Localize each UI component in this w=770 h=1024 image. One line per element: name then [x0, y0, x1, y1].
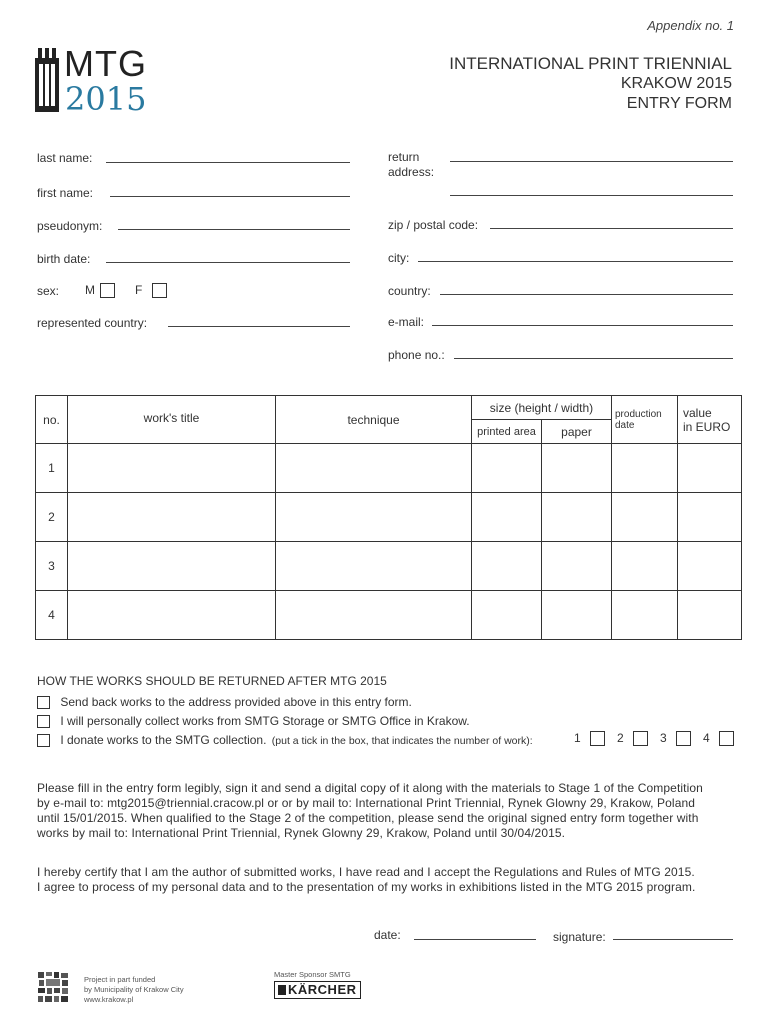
return-option-3-label: I donate works to the SMTG collection. — [60, 733, 267, 747]
sex-label: sex: — [37, 284, 60, 298]
email-label: e-mail: — [388, 315, 425, 329]
pseudonym-label: pseudonym: — [37, 219, 103, 233]
return-option-2 — [37, 714, 470, 728]
donate-work-1-checkbox[interactable] — [590, 731, 605, 746]
paper-cell[interactable] — [542, 591, 612, 640]
production-line2: date — [615, 419, 635, 431]
return-option-1-label: Send back works to the address provided above in this entry form. — [60, 695, 412, 709]
return-address-label-line1: return — [388, 150, 420, 164]
return-address-label-line2: address: — [388, 165, 435, 179]
printed-area-cell[interactable] — [472, 591, 542, 640]
paper-cell[interactable] — [542, 493, 612, 542]
donate-work-2-label: 2 — [617, 731, 624, 745]
return-address-field-2[interactable] — [450, 195, 733, 196]
instructions-line-1: Please fill in the entry form legibly, sign it and send a digital copy of it along with the materials to Stage 1 of the Competition — [37, 781, 703, 795]
table-row — [36, 542, 742, 591]
instructions-line-2: by e-mail to: mtg2015@triennial.cracow.pl or or by mail to: International Print Triennial, Rynek Glowny 29, Krakow, Poland — [37, 796, 696, 810]
funding-line-1: Project in part funded — [84, 975, 156, 984]
tower-icon — [34, 48, 60, 112]
donate-work-1 — [574, 731, 605, 746]
karcher-logo — [274, 981, 361, 999]
col-value-header — [678, 396, 742, 444]
birth-date-field[interactable] — [106, 262, 350, 263]
col-no-header: no. — [36, 396, 68, 444]
funding-note — [84, 975, 184, 1005]
sex-f-checkbox[interactable] — [152, 283, 167, 298]
return-option-2-label: I will personally collect works from SMTG Storage or SMTG Office in Krakow. — [60, 714, 470, 728]
col-technique-header: technique — [276, 396, 472, 444]
value-line1: value — [683, 405, 712, 420]
funding-link[interactable]: www.krakow.pl — [84, 995, 134, 1004]
date-field[interactable] — [414, 939, 536, 940]
pseudonym-field[interactable] — [118, 229, 350, 230]
represented-country-field[interactable] — [168, 326, 350, 327]
city-label: city: — [388, 251, 410, 265]
instructions-line-4: works by mail to: International Print Triennial, Rynek Glowny 29, Krakow, Poland until 30/04/2015. — [37, 826, 566, 840]
mtg-logo — [34, 43, 164, 118]
country-label: country: — [388, 284, 431, 298]
title-line-1: INTERNATIONAL PRINT TRIENNIAL — [449, 54, 732, 73]
funding-line-2: by Municipality of Krakow City — [84, 985, 184, 994]
sex-m-label: M — [85, 283, 95, 297]
table-row — [36, 591, 742, 640]
production-cell[interactable] — [612, 542, 678, 591]
return-option-3 — [37, 733, 533, 747]
value-cell[interactable] — [678, 493, 742, 542]
form-title — [449, 54, 732, 114]
value-cell[interactable] — [678, 591, 742, 640]
row-number: 1 — [36, 444, 68, 493]
printed-area-cell[interactable] — [472, 542, 542, 591]
technique-cell[interactable] — [276, 591, 472, 640]
appendix-label: Appendix no. 1 — [647, 18, 734, 33]
certify-paragraph — [37, 865, 737, 895]
production-cell[interactable] — [612, 591, 678, 640]
printed-area-cell[interactable] — [472, 493, 542, 542]
return-address-field-1[interactable] — [450, 161, 733, 162]
krakow-pattern-icon — [37, 971, 69, 1003]
title-cell[interactable] — [68, 493, 276, 542]
instructions-paragraph — [37, 781, 737, 841]
col-size-header: size (height / width) — [472, 396, 612, 420]
return-heading: HOW THE WORKS SHOULD BE RETURNED AFTER MTG 2015 — [37, 674, 387, 688]
email-field[interactable] — [432, 325, 733, 326]
technique-cell[interactable] — [276, 444, 472, 493]
value-cell[interactable] — [678, 542, 742, 591]
printed-area-cell[interactable] — [472, 444, 542, 493]
karcher-logo-text: KÄRCHER — [288, 982, 357, 997]
donate-work-1-label: 1 — [574, 731, 581, 745]
col-title-text: work's title — [143, 410, 200, 425]
production-cell[interactable] — [612, 493, 678, 542]
country-field[interactable] — [440, 294, 733, 295]
col-printed-area-header: printed area — [472, 420, 542, 444]
table-row — [36, 444, 742, 493]
donate-work-4-label: 4 — [703, 731, 710, 745]
table-row — [36, 493, 742, 542]
date-label: date: — [374, 928, 401, 942]
donate-work-3-label: 3 — [660, 731, 667, 745]
col-production-header — [612, 396, 678, 444]
paper-cell[interactable] — [542, 444, 612, 493]
sponsor-label: Master Sponsor SMTG — [274, 970, 351, 979]
donate-work-3 — [660, 731, 691, 746]
value-line2: in EURO — [683, 419, 731, 434]
city-field[interactable] — [418, 261, 733, 262]
works-table — [35, 395, 742, 640]
title-line-3: ENTRY FORM — [626, 95, 732, 112]
return-option-3-note: (put a tick in the box, that indicates the number of work): — [271, 735, 533, 747]
last-name-field[interactable] — [106, 162, 350, 163]
return-option-1 — [37, 695, 412, 709]
donate-work-2 — [617, 731, 648, 746]
instructions-line-3: until 15/01/2015. When qualified to the Stage 2 of the competition, please send the original signed entry form together with — [37, 811, 699, 825]
first-name-field[interactable] — [110, 196, 350, 197]
donate-work-4 — [703, 731, 734, 746]
birth-date-label: birth date: — [37, 252, 91, 266]
value-cell[interactable] — [678, 444, 742, 493]
donate-work-2-checkbox[interactable] — [633, 731, 648, 746]
donate-work-4-checkbox[interactable] — [719, 731, 734, 746]
technique-cell[interactable] — [276, 542, 472, 591]
krakow-logo — [37, 971, 69, 1003]
last-name-label: last name: — [37, 151, 93, 165]
phone-label: phone no.: — [388, 348, 445, 362]
sex-f-label: F — [135, 283, 143, 297]
col-title-header — [68, 396, 276, 444]
title-cell[interactable] — [68, 591, 276, 640]
title-cell[interactable] — [68, 444, 276, 493]
zip-field[interactable] — [490, 228, 733, 229]
first-name-label: first name: — [37, 186, 94, 200]
logo-mtg-text: MTG — [64, 43, 147, 84]
certify-line-2: I agree to process of my personal data and to the presentation of my works in exhibitions listed in the MTG 2015 program. — [37, 880, 696, 894]
certify-line-1: I hereby certify that I am the author of submitted works, I have read and I accept the Regulations and Rules of MTG 2015. — [37, 865, 695, 879]
donate-work-3-checkbox[interactable] — [676, 731, 691, 746]
logo-year-text: 2015 — [65, 80, 147, 118]
row-number: 3 — [36, 542, 68, 591]
sex-m-option — [85, 283, 115, 298]
paper-cell[interactable] — [542, 542, 612, 591]
col-paper-header: paper — [542, 420, 612, 444]
technique-cell[interactable] — [276, 493, 472, 542]
table-header-row — [36, 396, 742, 420]
return-option-1-checkbox[interactable] — [37, 696, 50, 709]
title-line-2: KRAKOW 2015 — [620, 75, 732, 92]
title-cell[interactable] — [68, 542, 276, 591]
production-line1: production — [615, 408, 662, 420]
return-option-2-checkbox[interactable] — [37, 715, 50, 728]
sex-f-option — [135, 283, 167, 298]
row-number: 4 — [36, 591, 68, 640]
signature-label: signature: — [553, 930, 606, 944]
sex-m-checkbox[interactable] — [100, 283, 115, 298]
return-address-label — [388, 150, 434, 180]
signature-field[interactable] — [613, 939, 733, 940]
return-option-3-checkbox[interactable] — [37, 734, 50, 747]
zip-label: zip / postal code: — [388, 218, 479, 232]
phone-field[interactable] — [454, 358, 733, 359]
production-cell[interactable] — [612, 444, 678, 493]
represented-country-label: represented country: — [37, 316, 148, 330]
karcher-mark-icon — [278, 985, 286, 995]
row-number: 2 — [36, 493, 68, 542]
